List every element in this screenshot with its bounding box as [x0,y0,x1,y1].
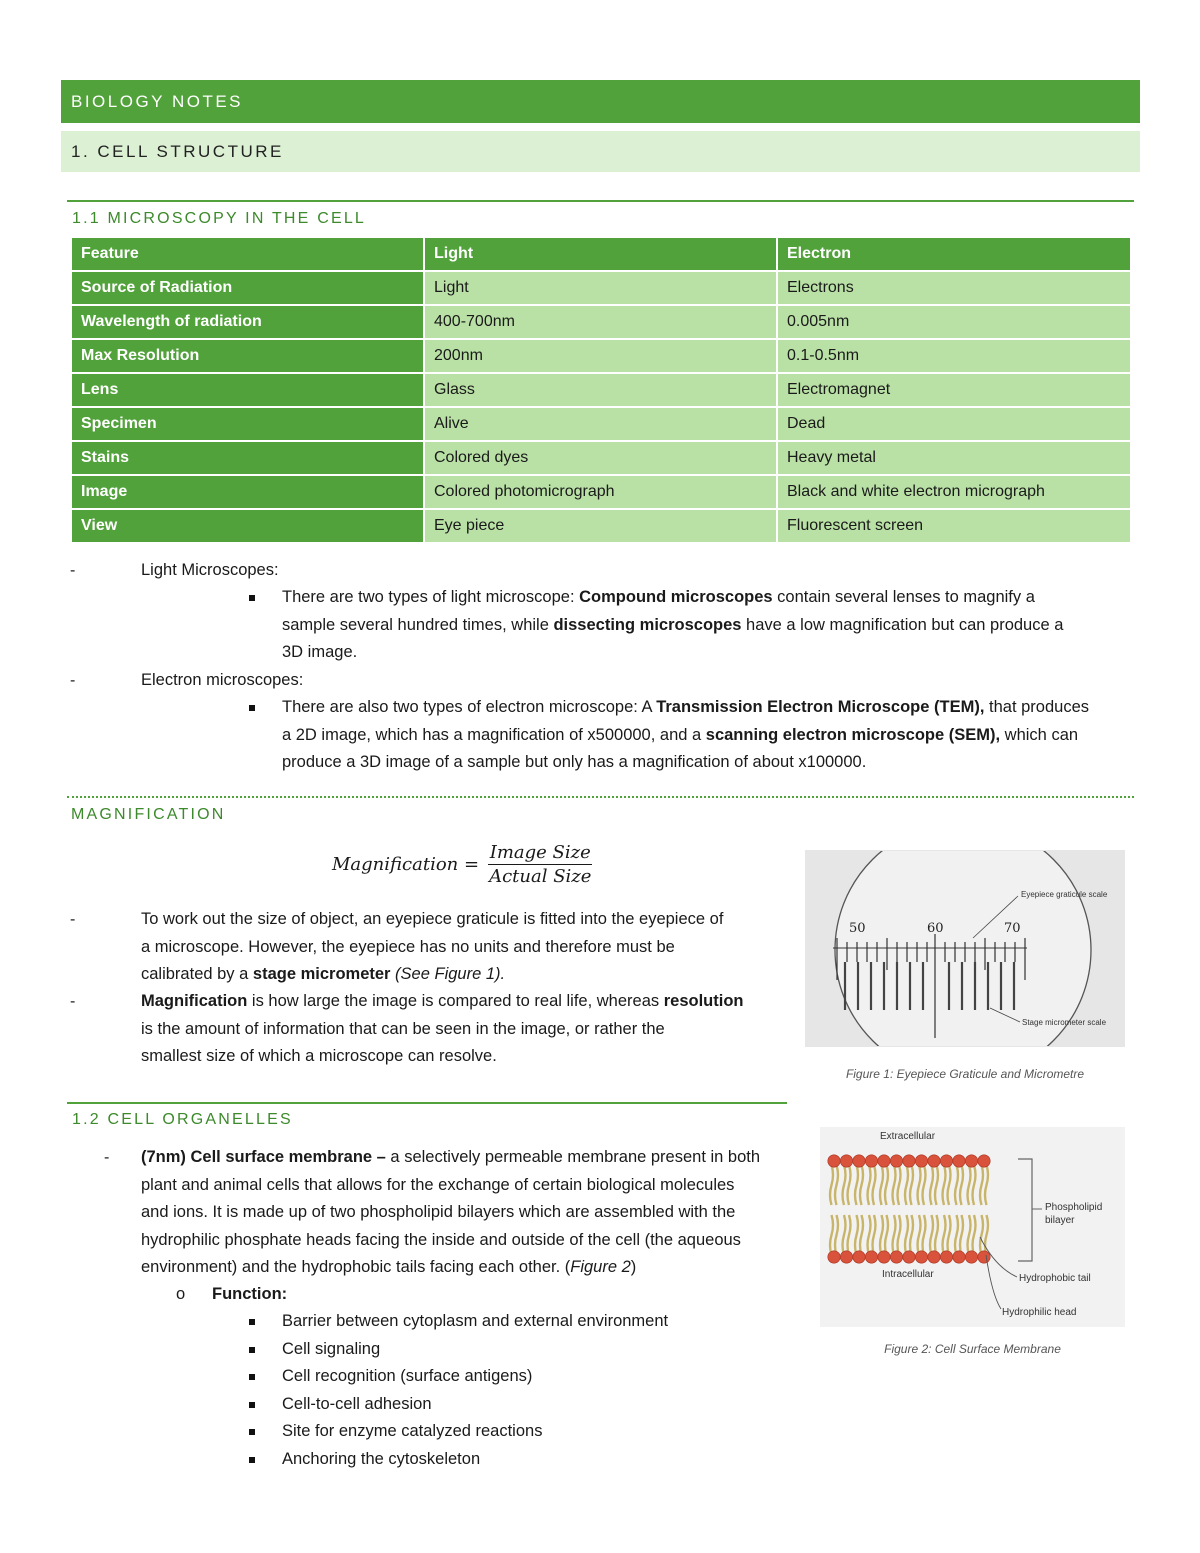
table-row [72,442,1130,474]
table-cell: Glass [423,374,776,406]
table-cell: Alive [423,408,776,440]
dash-bullet: - [104,1149,110,1166]
table-row-label: Source of Radiation [72,272,423,304]
phosphate-head [853,1155,865,1167]
stage-micrometer-label: Stage micrometer scale [1022,1018,1107,1027]
dash-bullet: - [70,911,76,928]
dash-bullet: - [70,993,76,1010]
fraction-bar [488,864,592,865]
square-bullet-icon [249,595,255,601]
electron-microscopes-title: Electron microscopes: [141,671,304,689]
phosphate-head [878,1251,890,1263]
phosphate-head [903,1155,915,1167]
phosphate-head [978,1155,990,1167]
table-row-label: Stains [72,442,423,474]
magnification-formula [332,838,595,890]
table-cell: Colored dyes [423,442,776,474]
resolution-paragraph: Magnification is how large the image is compared to real life, whereas resolution is the amount of information that can be seen in the image, or rather the smallest size of which a microscope can resolve. [141,992,744,1065]
membrane-figure [820,1127,1125,1327]
phosphate-head [865,1251,877,1263]
table-header-cell: Light [423,238,776,270]
eyepiece-graticule-label: Eyepiece graticule scale [1021,890,1108,899]
square-bullet-icon [249,1457,255,1463]
table-row [72,408,1130,440]
phosphate-head [890,1155,902,1167]
function-item: Barrier between cytoplasm and external environment [282,1312,669,1330]
section-divider [67,200,1134,202]
square-bullet-icon [249,1374,255,1380]
square-bullet-icon [249,1347,255,1353]
graticule-paragraph: To work out the size of object, an eyepiece graticule is fitted into the eyepiece of a microscope. However, the eyepiece has no units and therefore must be calibrated by a stage micrometer (See Figure 1). [141,910,724,983]
phosphate-head [890,1251,902,1263]
table-cell: Light [423,272,776,304]
function-item: Site for enzyme catalyzed reactions [282,1422,543,1440]
dash-bullet: - [70,672,76,689]
document-title-bar [61,80,1140,123]
table-row [72,510,1130,542]
table-header-row [72,238,1130,270]
section-title-bar [61,131,1140,172]
hydrophobic-tail-label: Hydrophobic tail [1019,1273,1091,1284]
phosphate-head [878,1155,890,1167]
phosphate-head [965,1251,977,1263]
figure-2-caption: Figure 2: Cell Surface Membrane [884,1342,1061,1356]
extracellular-label: Extracellular [880,1131,936,1142]
scale-number-70: 70 [1004,921,1021,936]
bilayer-label: bilayer [1045,1215,1075,1226]
table-row [72,340,1130,372]
formula-denominator: Actual Size [489,865,592,887]
table-row [72,272,1130,304]
square-bullet-icon [249,1319,255,1325]
table-cell: Black and white electron micrograph [776,476,1130,508]
table-cell: 0.1-0.5nm [776,340,1130,372]
light-microscopes-text: There are two types of light microscope: Compound microscopes contain several lenses to magnify a sample several hundred times, while dissecting microscopes have a low magnification but can produce a 3D image. [282,588,1064,661]
section-title: 1. CELL STRUCTURE [71,142,284,161]
phosphate-head [840,1155,852,1167]
table-row [72,306,1130,338]
scale-number-50: 50 [849,921,866,936]
table-cell: 200nm [423,340,776,372]
phosphate-head [928,1155,940,1167]
table-cell: Dead [776,408,1130,440]
table-cell: Fluorescent screen [776,510,1130,542]
microscopy-heading: 1.1 MICROSCOPY IN THE CELL [72,210,367,227]
formula-lhs: Magnification = [332,853,480,875]
document-title: BIOLOGY NOTES [71,92,244,111]
graticule-figure [805,850,1125,1047]
table-cell: 0.005nm [776,306,1130,338]
table-header-cell: Electron [776,238,1130,270]
table-header-cell: Feature [72,238,423,270]
phosphate-head [828,1251,840,1263]
table-cell: Colored photomicrograph [423,476,776,508]
square-bullet-icon [249,1402,255,1408]
dotted-divider [67,796,1134,798]
square-bullet-icon [249,1429,255,1435]
sub-bullet-marker: o [176,1285,186,1303]
table-row-label: View [72,510,423,542]
scale-number-60: 60 [927,921,944,936]
light-microscopes-title: Light Microscopes: [141,561,279,579]
hydrophilic-head-label: Hydrophilic head [1002,1307,1077,1318]
intracellular-label: Intracellular [882,1269,934,1280]
phosphate-head [915,1155,927,1167]
table-cell: 400-700nm [423,306,776,338]
phosphate-head [840,1251,852,1263]
phosphate-head [928,1251,940,1263]
table-cell: Electromagnet [776,374,1130,406]
square-bullet-icon [249,705,255,711]
function-item: Cell recognition (surface antigens) [282,1367,533,1385]
phosphate-head [953,1155,965,1167]
function-item: Anchoring the cytoskeleton [282,1450,481,1468]
phosphate-head [903,1251,915,1263]
phosphate-head [940,1251,952,1263]
table-row-label: Wavelength of radiation [72,306,423,338]
organelles-heading: 1.2 CELL ORGANELLES [72,1111,293,1128]
table-row-label: Lens [72,374,423,406]
magnification-heading: MAGNIFICATION [71,806,226,823]
table-cell: Electrons [776,272,1130,304]
table-cell: Heavy metal [776,442,1130,474]
figure-1-caption: Figure 1: Eyepiece Graticule and Micrometre [845,1067,1085,1081]
section-divider [67,1102,787,1104]
formula-numerator: Image Size [489,841,591,863]
phosphate-head [828,1155,840,1167]
table-row-label: Specimen [72,408,423,440]
phosphate-head [978,1251,990,1263]
table-row-label: Max Resolution [72,340,423,372]
table-row [72,476,1130,508]
cell-membrane-paragraph: (7nm) Cell surface membrane – a selectively permeable membrane present in both plant and animal cells that allows for the exchange of certain biological molecules and ions. It is made up of two phospholipid bilayers which are assembled with the hydrophilic phosphate heads facing the inside and outside of the cell (the aqueous environment) and the hydrophobic tails facing each other. (Figure 2) [141,1148,761,1276]
formula-fraction [485,842,595,887]
function-item: Cell-to-cell adhesion [282,1395,432,1413]
table-row [72,374,1130,406]
table-cell: Eye piece [423,510,776,542]
phosphate-head [853,1251,865,1263]
microscopy-comparison-table [72,236,1130,544]
phosphate-head [915,1251,927,1263]
phosphate-head [965,1155,977,1167]
electron-microscopes-text: There are also two types of electron microscope: A Transmission Electron Microscope (TEM), that produces a 2D image, which has a magnification of x500000, and a scanning electron microscope (SEM), which can produce a 3D image of a sample but only has a magnification of about x100000. [282,698,1090,771]
function-label: Function: [212,1285,288,1303]
dash-bullet: - [70,562,76,579]
phosphate-head [940,1155,952,1167]
phosphate-head [953,1251,965,1263]
phospholipid-label: Phospholipid [1045,1202,1103,1213]
phosphate-head [865,1155,877,1167]
table-row-label: Image [72,476,423,508]
function-item: Cell signaling [282,1340,381,1358]
